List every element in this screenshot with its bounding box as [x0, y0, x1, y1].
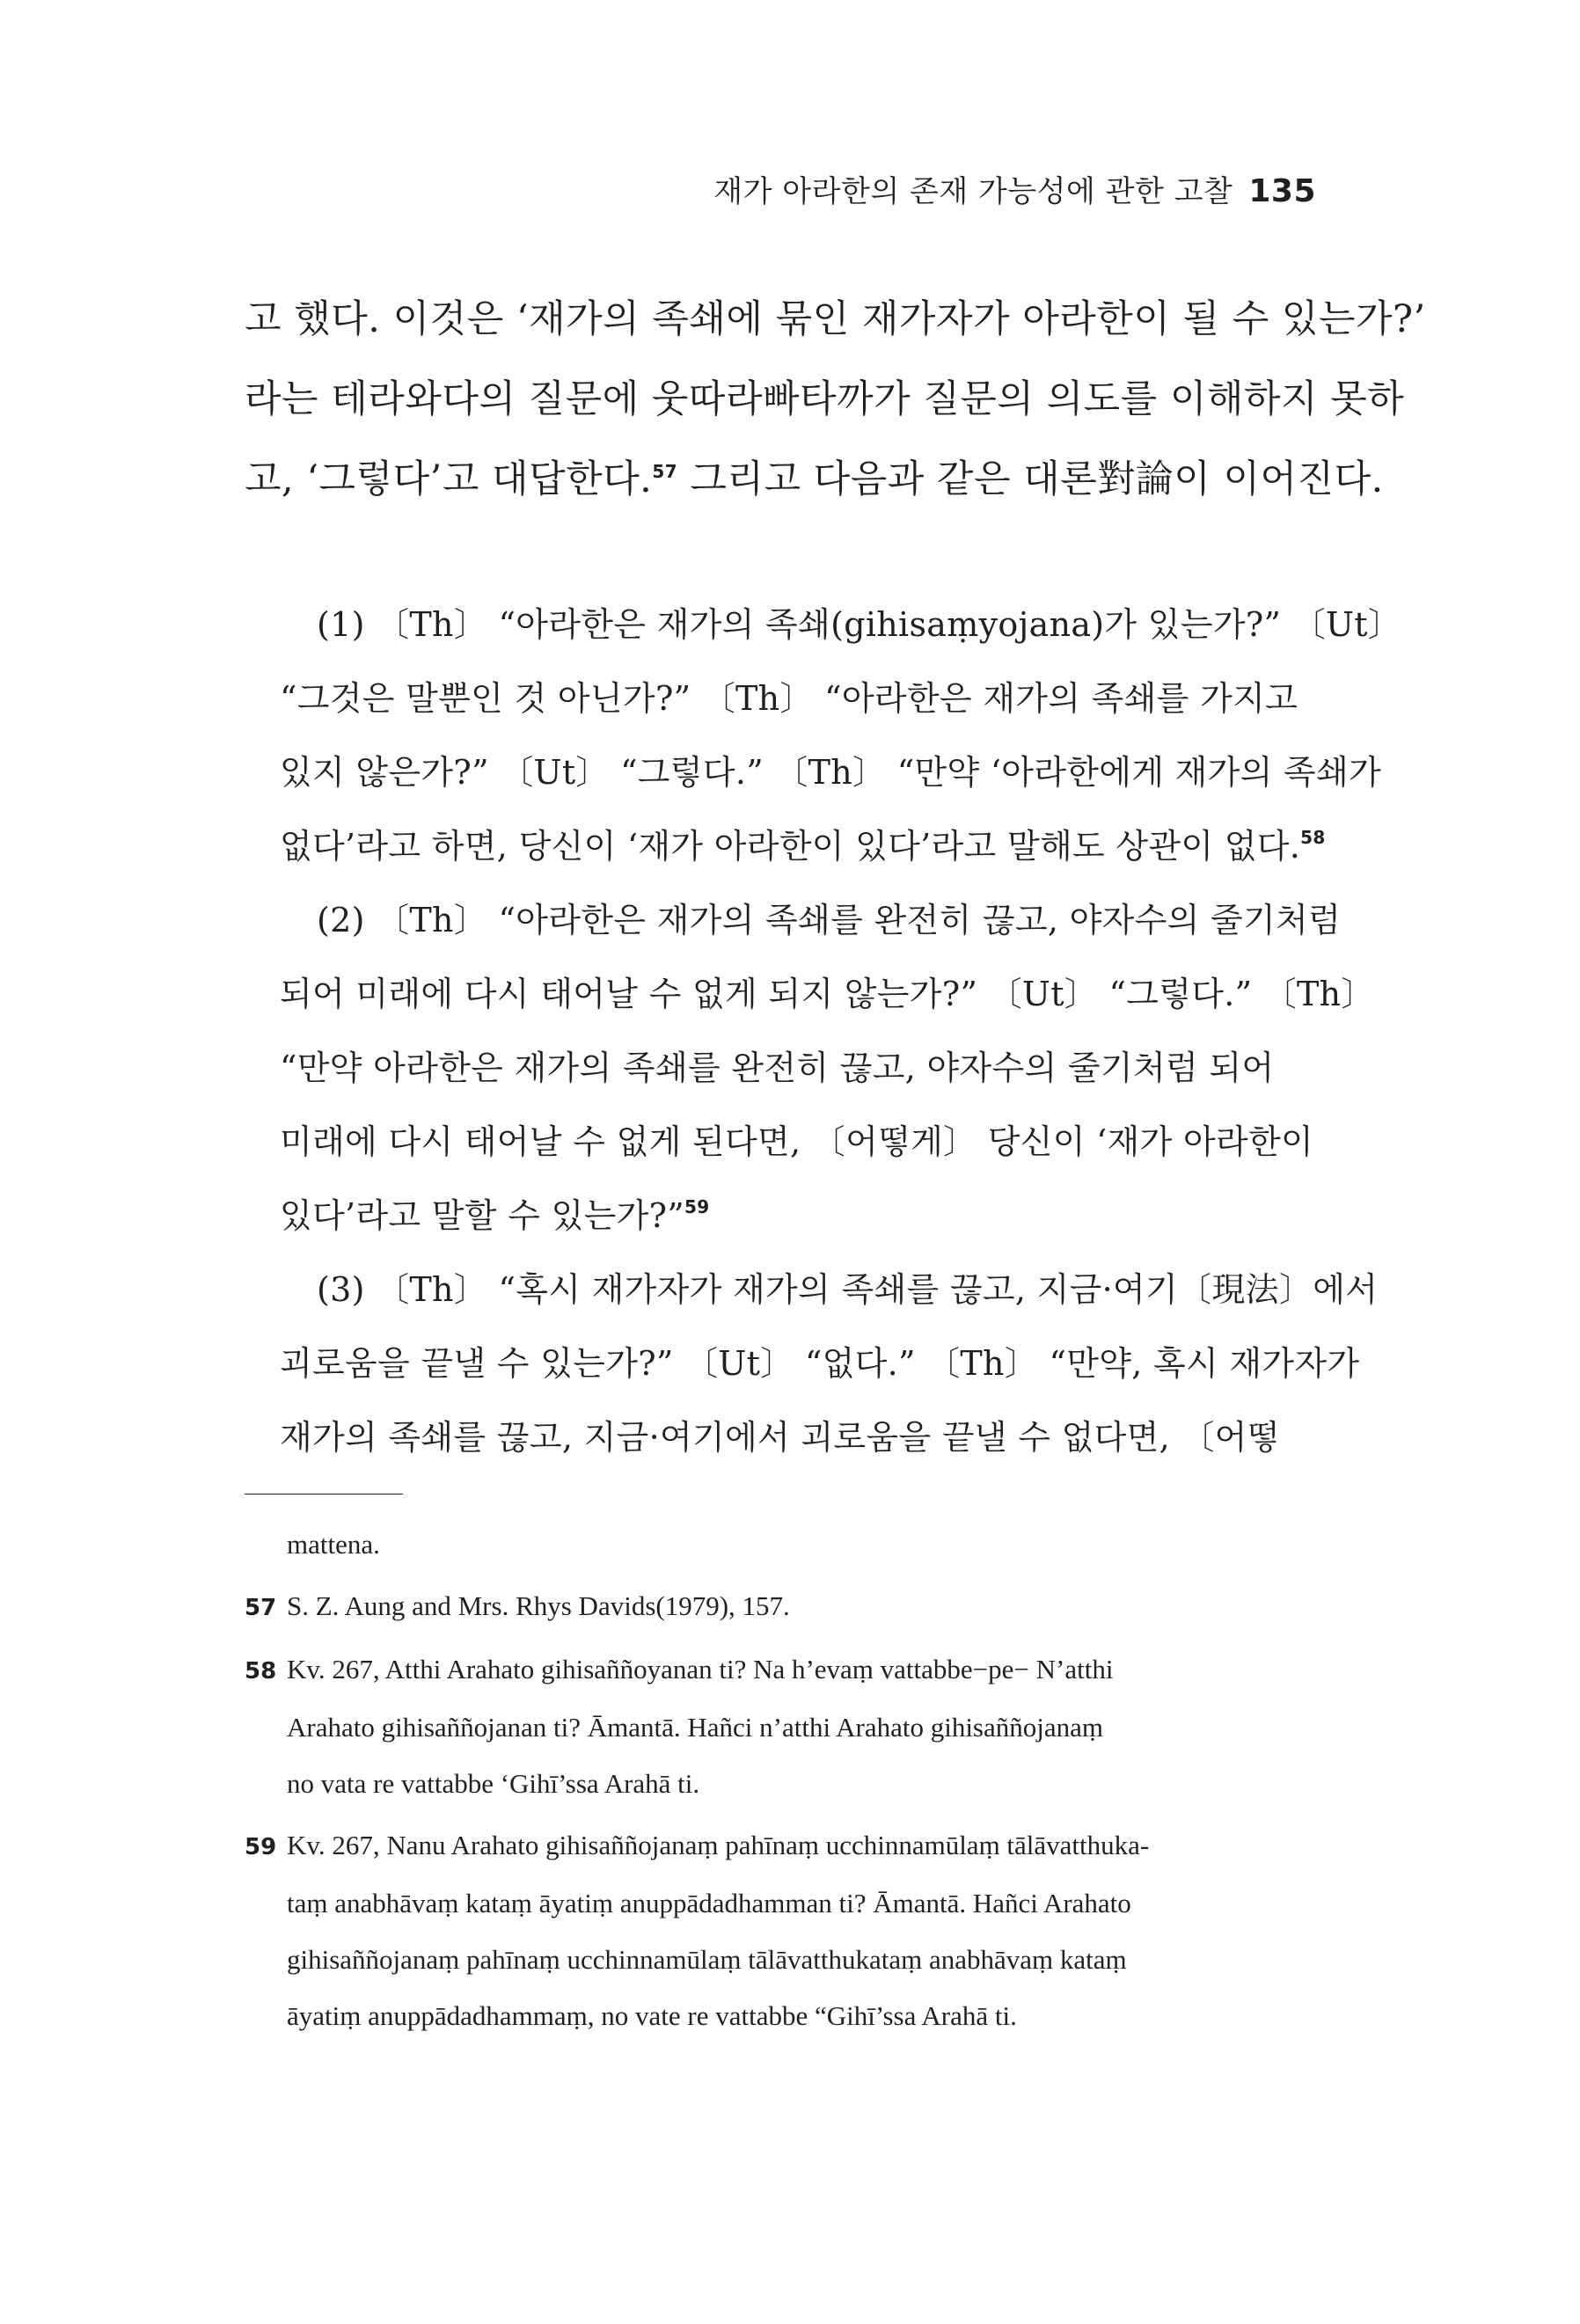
dialogue-line	[280, 809, 1326, 883]
footnote-line: āyatiṃ anuppādadhammaṃ, no vate re vattabbe “Gihī’ssa Arahā ti.	[287, 2000, 1017, 2031]
footnote-number: 58	[245, 1658, 277, 1685]
footnote-ref-58[interactable]: 58	[1300, 827, 1326, 848]
footnote-separator	[245, 1494, 403, 1495]
dialogue-line: 있지 않은가?” 〔Ut〕 “그렇다.” 〔Th〕 “만약 ‘아라한에게 재가의 족쇄가	[280, 753, 1382, 792]
footnotes	[245, 1516, 1327, 2044]
footnote-number: 57	[245, 1595, 277, 1621]
footnote-59	[245, 1817, 1327, 2044]
footnote-text: Kv. 267, Nanu Arahato gihisaññojanaṃ pahīnaṃ ucchinnamūlaṃ tālāvatthuka-	[287, 1830, 1150, 1860]
footnote-line: gihisaññojanaṃ pahīnaṃ ucchinnamūlaṃ tālāvatthukataṃ anabhāvaṃ kataṃ	[287, 1944, 1127, 1975]
intro-line	[245, 440, 1384, 520]
dialogue-line: 재가의 족쇄를 끊고, 지금·여기에서 괴로움을 끝낼 수 없다면, 〔어떻	[280, 1418, 1280, 1457]
footnote-text: Kv. 267, Atthi Arahato gihisaññoyanan ti? Na h’evaṃ vattabbe−pe− N’atthi	[287, 1654, 1114, 1685]
page-number: 135	[1248, 173, 1316, 209]
dialogue-text: 있다’라고 말할 수 있는가?”	[280, 1196, 684, 1235]
dialogue-line: 되어 미래에 다시 태어날 수 없게 되지 않는가?” 〔Ut〕 “그렇다.” 〔Th〕	[280, 975, 1375, 1013]
dialogue-line: “만약 아라한은 재가의 족쇄를 완전히 끊고, 야자수의 줄기처럼 되어	[280, 1049, 1275, 1087]
intro-line: 고 했다. 이것은 ‘재가의 족쇄에 묶인 재가자가 아라한이 될 수 있는가?’	[245, 297, 1426, 341]
footnote-line	[245, 1817, 1327, 1875]
dialogue-line: (2) 〔Th〕 “아라한은 재가의 족쇄를 완전히 끊고, 야자수의 줄기처럼	[317, 901, 1342, 939]
footnote-line	[245, 1641, 1327, 1699]
running-title: 재가 아라한의 존재 가능성에 관한 고찰	[713, 174, 1233, 209]
footnote-ref-59[interactable]: 59	[684, 1196, 710, 1217]
footnote-line: Arahato gihisaññojanan ti? Āmantā. Hañci n’atthi Arahato gihisaññojanaṃ	[287, 1712, 1104, 1743]
footnote-ref-57[interactable]: 57	[652, 461, 678, 482]
footnote-58	[245, 1641, 1327, 1812]
footnote-number: 59	[245, 1834, 277, 1860]
footnote-carryover: mattena.	[287, 1529, 380, 1560]
dialogue-block	[280, 588, 1402, 1474]
footnote-line: taṃ anabhāvaṃ kataṃ āyatiṃ anuppādadhamman ti? Āmantā. Hañci Arahato	[287, 1888, 1131, 1918]
intro-text: 고, ‘그렇다’고 대답한다.	[245, 457, 653, 501]
footnote-line	[245, 1578, 1327, 1636]
intro-text: 그리고 다음과 같은 대론對論이 이어진다.	[677, 457, 1384, 501]
intro-line: 라는 테라와다의 질문에 웃따라빠타까가 질문의 의도를 이해하지 못하	[245, 377, 1405, 421]
footnote-57	[245, 1578, 1327, 1636]
dialogue-text: 없다’라고 하면, 당신이 ‘재가 아라한이 있다’라고 말해도 상관이 없다.	[280, 827, 1301, 866]
running-header	[713, 167, 1316, 210]
intro-paragraph	[245, 280, 1426, 520]
dialogue-line: (1) 〔Th〕 “아라한은 재가의 족쇄(gihisaṃyojana)가 있는가?” 〔Ut〕	[317, 605, 1402, 644]
dialogue-line: “그것은 말뿐인 것 아닌가?” 〔Th〕 “아라한은 재가의 족쇄를 가지고	[280, 679, 1298, 718]
dialogue-line	[280, 1179, 1318, 1253]
footnote-line: no vata re vattabbe ‘Gihī’ssa Arahā ti.	[287, 1768, 700, 1799]
dialogue-line: (3) 〔Th〕 “혹시 재가자가 재가의 족쇄를 끊고, 지금·여기〔現法〕에서	[317, 1270, 1379, 1309]
footnote-text: S. Z. Aung and Mrs. Rhys Davids(1979), 157.	[287, 1590, 790, 1621]
dialogue-line: 괴로움을 끝낼 수 있는가?” 〔Ut〕 “없다.” 〔Th〕 “만약, 혹시 재가자가	[280, 1344, 1360, 1383]
dialogue-line: 미래에 다시 태어날 수 없게 된다면, 〔어떻게〕 당신이 ‘재가 아라한이	[280, 1122, 1313, 1161]
